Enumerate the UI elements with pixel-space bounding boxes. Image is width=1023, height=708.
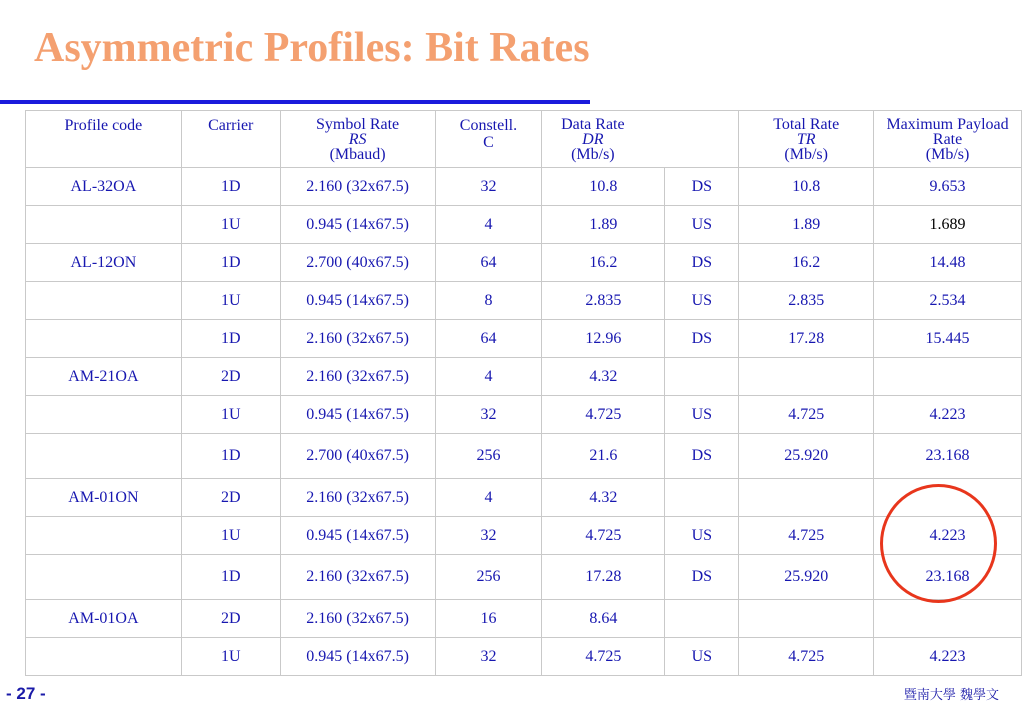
cell-max-payload: 15.445 bbox=[874, 320, 1022, 358]
cell-data-rate: 4.725 bbox=[542, 638, 665, 676]
cell-carrier: 2D bbox=[181, 479, 280, 517]
cell-total-rate bbox=[739, 479, 874, 517]
cell-profile-code: AM-01OA bbox=[26, 600, 182, 638]
cell-direction: DS bbox=[665, 434, 739, 479]
cell-data-rate: 21.6 bbox=[542, 434, 665, 479]
cell-carrier: 1D bbox=[181, 434, 280, 479]
cell-symbol-rate: 2.160 (32x67.5) bbox=[280, 358, 435, 396]
cell-total-rate: 16.2 bbox=[739, 244, 874, 282]
cell-data-rate: 4.32 bbox=[542, 479, 665, 517]
cell-data-rate: 8.64 bbox=[542, 600, 665, 638]
cell-symbol-rate: 0.945 (14x67.5) bbox=[280, 206, 435, 244]
cell-carrier: 2D bbox=[181, 600, 280, 638]
footer-author: 暨南大學 魏學文 bbox=[903, 688, 999, 703]
cell-total-rate: 4.725 bbox=[739, 638, 874, 676]
cell-profile-code: AL-12ON bbox=[26, 244, 182, 282]
cell-direction: DS bbox=[665, 320, 739, 358]
cell-direction: US bbox=[665, 282, 739, 320]
cell-total-rate: 17.28 bbox=[739, 320, 874, 358]
cell-max-payload bbox=[874, 358, 1022, 396]
cell-data-rate: 12.96 bbox=[542, 320, 665, 358]
header-total-rate: Total Rate TR (Mb/s) bbox=[739, 111, 874, 168]
table-row bbox=[26, 320, 1022, 358]
cell-direction: DS bbox=[665, 244, 739, 282]
cell-profile-code bbox=[26, 517, 182, 555]
cell-symbol-rate: 0.945 (14x67.5) bbox=[280, 396, 435, 434]
cell-constell: 16 bbox=[435, 600, 542, 638]
header-data-rate: Data Rate DR (Mb/s) bbox=[542, 111, 739, 168]
table-row bbox=[26, 479, 1022, 517]
cell-max-payload: 14.48 bbox=[874, 244, 1022, 282]
cell-profile-code bbox=[26, 638, 182, 676]
cell-carrier: 1D bbox=[181, 168, 280, 206]
cell-total-rate: 1.89 bbox=[739, 206, 874, 244]
table-header-row bbox=[26, 111, 1022, 168]
cell-profile-code bbox=[26, 555, 182, 600]
cell-symbol-rate: 0.945 (14x67.5) bbox=[280, 282, 435, 320]
table-row bbox=[26, 555, 1022, 600]
table-row bbox=[26, 282, 1022, 320]
cell-symbol-rate: 0.945 (14x67.5) bbox=[280, 517, 435, 555]
cell-direction: US bbox=[665, 517, 739, 555]
cell-constell: 32 bbox=[435, 517, 542, 555]
cell-profile-code bbox=[26, 434, 182, 479]
cell-constell: 4 bbox=[435, 206, 542, 244]
cell-constell: 4 bbox=[435, 479, 542, 517]
cell-constell: 32 bbox=[435, 168, 542, 206]
cell-profile-code bbox=[26, 320, 182, 358]
cell-carrier: 1U bbox=[181, 638, 280, 676]
cell-data-rate: 4.725 bbox=[542, 396, 665, 434]
table-row bbox=[26, 358, 1022, 396]
cell-carrier: 1D bbox=[181, 555, 280, 600]
cell-total-rate: 2.835 bbox=[739, 282, 874, 320]
header-carrier: Carrier bbox=[181, 111, 280, 168]
cell-max-payload: 23.168 bbox=[874, 555, 1022, 600]
bit-rates-table bbox=[25, 110, 1022, 676]
cell-direction bbox=[665, 600, 739, 638]
page-number: - 27 - bbox=[6, 684, 46, 703]
cell-direction: DS bbox=[665, 555, 739, 600]
cell-data-rate: 4.32 bbox=[542, 358, 665, 396]
table-row bbox=[26, 168, 1022, 206]
table-row bbox=[26, 517, 1022, 555]
cell-profile-code: AM-01ON bbox=[26, 479, 182, 517]
cell-direction bbox=[665, 358, 739, 396]
cell-total-rate: 4.725 bbox=[739, 517, 874, 555]
table-row bbox=[26, 638, 1022, 676]
cell-direction: US bbox=[665, 638, 739, 676]
table-row bbox=[26, 600, 1022, 638]
header-profile-code: Profile code bbox=[26, 111, 182, 168]
cell-symbol-rate: 2.160 (32x67.5) bbox=[280, 168, 435, 206]
header-symbol-rate: Symbol Rate RS (Mbaud) bbox=[280, 111, 435, 168]
cell-total-rate bbox=[739, 600, 874, 638]
cell-max-payload: 1.689 bbox=[874, 206, 1022, 244]
title-underline bbox=[0, 100, 590, 104]
cell-symbol-rate: 2.160 (32x67.5) bbox=[280, 479, 435, 517]
cell-symbol-rate: 2.160 (32x67.5) bbox=[280, 555, 435, 600]
cell-constell: 32 bbox=[435, 396, 542, 434]
cell-profile-code bbox=[26, 206, 182, 244]
cell-max-payload: 4.223 bbox=[874, 638, 1022, 676]
cell-data-rate: 4.725 bbox=[542, 517, 665, 555]
table-row bbox=[26, 396, 1022, 434]
cell-carrier: 1D bbox=[181, 244, 280, 282]
cell-total-rate: 25.920 bbox=[739, 555, 874, 600]
cell-max-payload: 9.653 bbox=[874, 168, 1022, 206]
cell-max-payload: 4.223 bbox=[874, 396, 1022, 434]
table-row bbox=[26, 206, 1022, 244]
cell-max-payload: 4.223 bbox=[874, 517, 1022, 555]
cell-carrier: 1U bbox=[181, 517, 280, 555]
cell-direction bbox=[665, 479, 739, 517]
cell-total-rate: 25.920 bbox=[739, 434, 874, 479]
cell-carrier: 1D bbox=[181, 320, 280, 358]
cell-symbol-rate: 0.945 (14x67.5) bbox=[280, 638, 435, 676]
cell-max-payload bbox=[874, 600, 1022, 638]
cell-constell: 4 bbox=[435, 358, 542, 396]
cell-profile-code bbox=[26, 396, 182, 434]
cell-total-rate bbox=[739, 358, 874, 396]
cell-direction: US bbox=[665, 396, 739, 434]
cell-symbol-rate: 2.700 (40x67.5) bbox=[280, 244, 435, 282]
cell-constell: 256 bbox=[435, 555, 542, 600]
slide-title: Asymmetric Profiles: Bit Rates bbox=[34, 25, 590, 71]
table-row bbox=[26, 434, 1022, 479]
cell-constell: 64 bbox=[435, 320, 542, 358]
cell-profile-code bbox=[26, 282, 182, 320]
cell-total-rate: 4.725 bbox=[739, 396, 874, 434]
cell-symbol-rate: 2.700 (40x67.5) bbox=[280, 434, 435, 479]
header-constell: Constell. C bbox=[435, 111, 542, 168]
cell-data-rate: 10.8 bbox=[542, 168, 665, 206]
cell-carrier: 1U bbox=[181, 396, 280, 434]
cell-carrier: 1U bbox=[181, 206, 280, 244]
cell-carrier: 1U bbox=[181, 282, 280, 320]
cell-data-rate: 2.835 bbox=[542, 282, 665, 320]
cell-direction: DS bbox=[665, 168, 739, 206]
cell-max-payload: 2.534 bbox=[874, 282, 1022, 320]
cell-total-rate: 10.8 bbox=[739, 168, 874, 206]
cell-profile-code: AM-21OA bbox=[26, 358, 182, 396]
cell-symbol-rate: 2.160 (32x67.5) bbox=[280, 320, 435, 358]
header-max-payload: Maximum Payload Rate (Mb/s) bbox=[874, 111, 1022, 168]
cell-constell: 32 bbox=[435, 638, 542, 676]
cell-profile-code: AL-32OA bbox=[26, 168, 182, 206]
cell-constell: 8 bbox=[435, 282, 542, 320]
cell-carrier: 2D bbox=[181, 358, 280, 396]
highlight-circle bbox=[880, 484, 997, 603]
cell-data-rate: 17.28 bbox=[542, 555, 665, 600]
table-row bbox=[26, 244, 1022, 282]
cell-data-rate: 1.89 bbox=[542, 206, 665, 244]
cell-symbol-rate: 2.160 (32x67.5) bbox=[280, 600, 435, 638]
cell-constell: 256 bbox=[435, 434, 542, 479]
cell-data-rate: 16.2 bbox=[542, 244, 665, 282]
cell-direction: US bbox=[665, 206, 739, 244]
cell-max-payload: 23.168 bbox=[874, 434, 1022, 479]
cell-constell: 64 bbox=[435, 244, 542, 282]
